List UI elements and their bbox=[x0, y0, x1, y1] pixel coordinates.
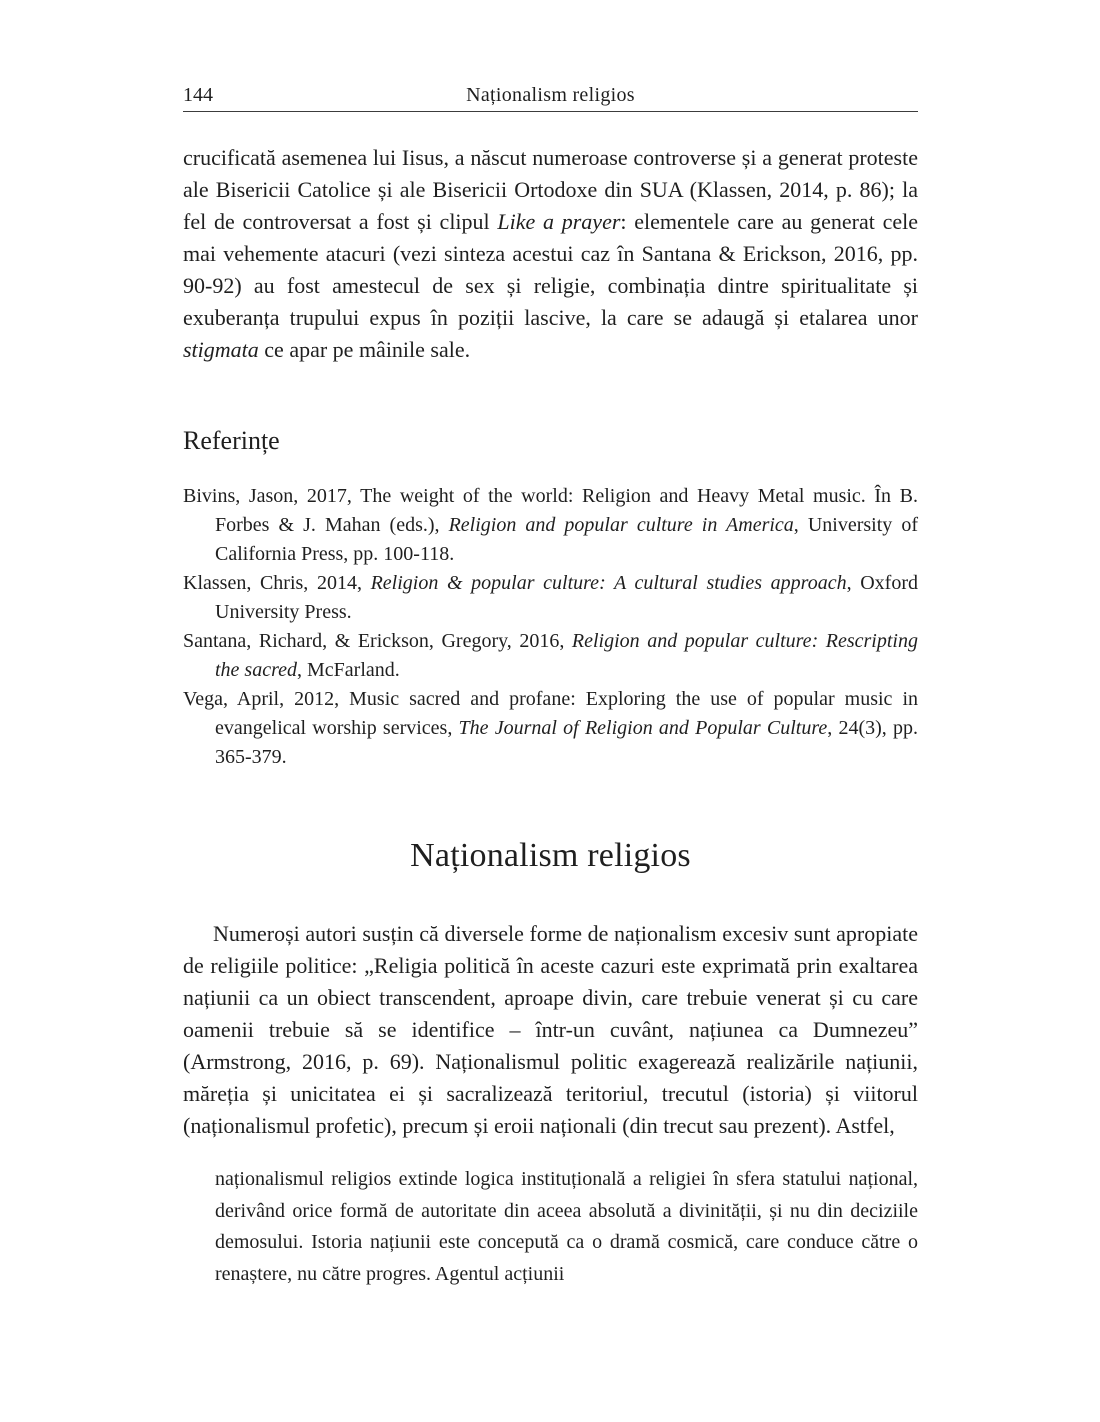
reference-entry: Santana, Richard, & Erickson, Gregory, 2016, Religion and popular culture: Rescripting the sacred, McFarland. bbox=[183, 630, 918, 681]
reference-entry: Vega, April, 2012, Music sacred and profane: Exploring the use of popular music in evangelical worship services, The Journal of Religion and Popular Culture, 24(3), pp. 365-379. bbox=[183, 688, 919, 768]
chapter-opening-paragraph: Numeroși autori susțin că diversele forme de naționalism excesiv sunt apropiate de religiile politice: „Religia politică în aceste cazuri este exprimată prin exaltarea națiunii ca un obiect transcendent, aproape divin, care trebuie venerat și cu care oamenii trebuie să se identifice – într-un cuvânt, națiunea ca Dumnezeu” (Armstrong, 2016, p. 69). Naționalismul politic exagerează realizările națiunii, măreția și unicitatea ei și sacralizează teritoriul, trecutul (istoria) și viitorul (naționalismul profetic), precum și eroii naționali (din trecut sau prezent). Astfel, bbox=[183, 921, 918, 1138]
running-header bbox=[183, 84, 918, 112]
page-number: 144 bbox=[183, 84, 213, 106]
reference-entry: Klassen, Chris, 2014, Religion & popular culture: A cultural studies approach, Oxford University Press. bbox=[183, 572, 918, 623]
running-title: Naționalism religios bbox=[466, 84, 635, 106]
references-list bbox=[183, 482, 918, 772]
chapter-title: Naționalism religios bbox=[410, 837, 691, 874]
references-heading: Referințe bbox=[183, 426, 280, 455]
reference-entry: Bivins, Jason, 2017, The weight of the world: Religion and Heavy Metal music. În B. Forbes & J. Mahan (eds.), Religion and popular culture in America, University of California Press, pp. 100-118. bbox=[183, 485, 918, 565]
chapter-blockquote: naționalismul religios extinde logica instituțională a religiei în sfera statului național, derivând orice formă de autoritate din aceea absolută a divinității, și nu din deciziile demosului. Istoria națiunii este concepută ca o dramă cosmică, care conduce către o renaștere, nu către progres. Agentul acțiunii bbox=[215, 1168, 918, 1285]
intro-paragraph: crucificată asemenea lui Iisus, a născut numeroase controverse și a generat proteste ale Bisericii Catolice și ale Bisericii Ortodoxe din SUA (Klassen, 2014, p. 86); la fel de controversat a fost și clipul Like a prayer: elementele care au generat cele mai vehemente atacuri (vezi sinteza acestui caz în Santana & Erickson, 2016, pp. 90-92) au fost amestecul de sex și religie, combinația dintre spiritualitate și exuberanța trupului expus în poziții lascive, la care se adaugă și etalarea unor stigmata ce apar pe mâinile sale. bbox=[183, 145, 918, 362]
